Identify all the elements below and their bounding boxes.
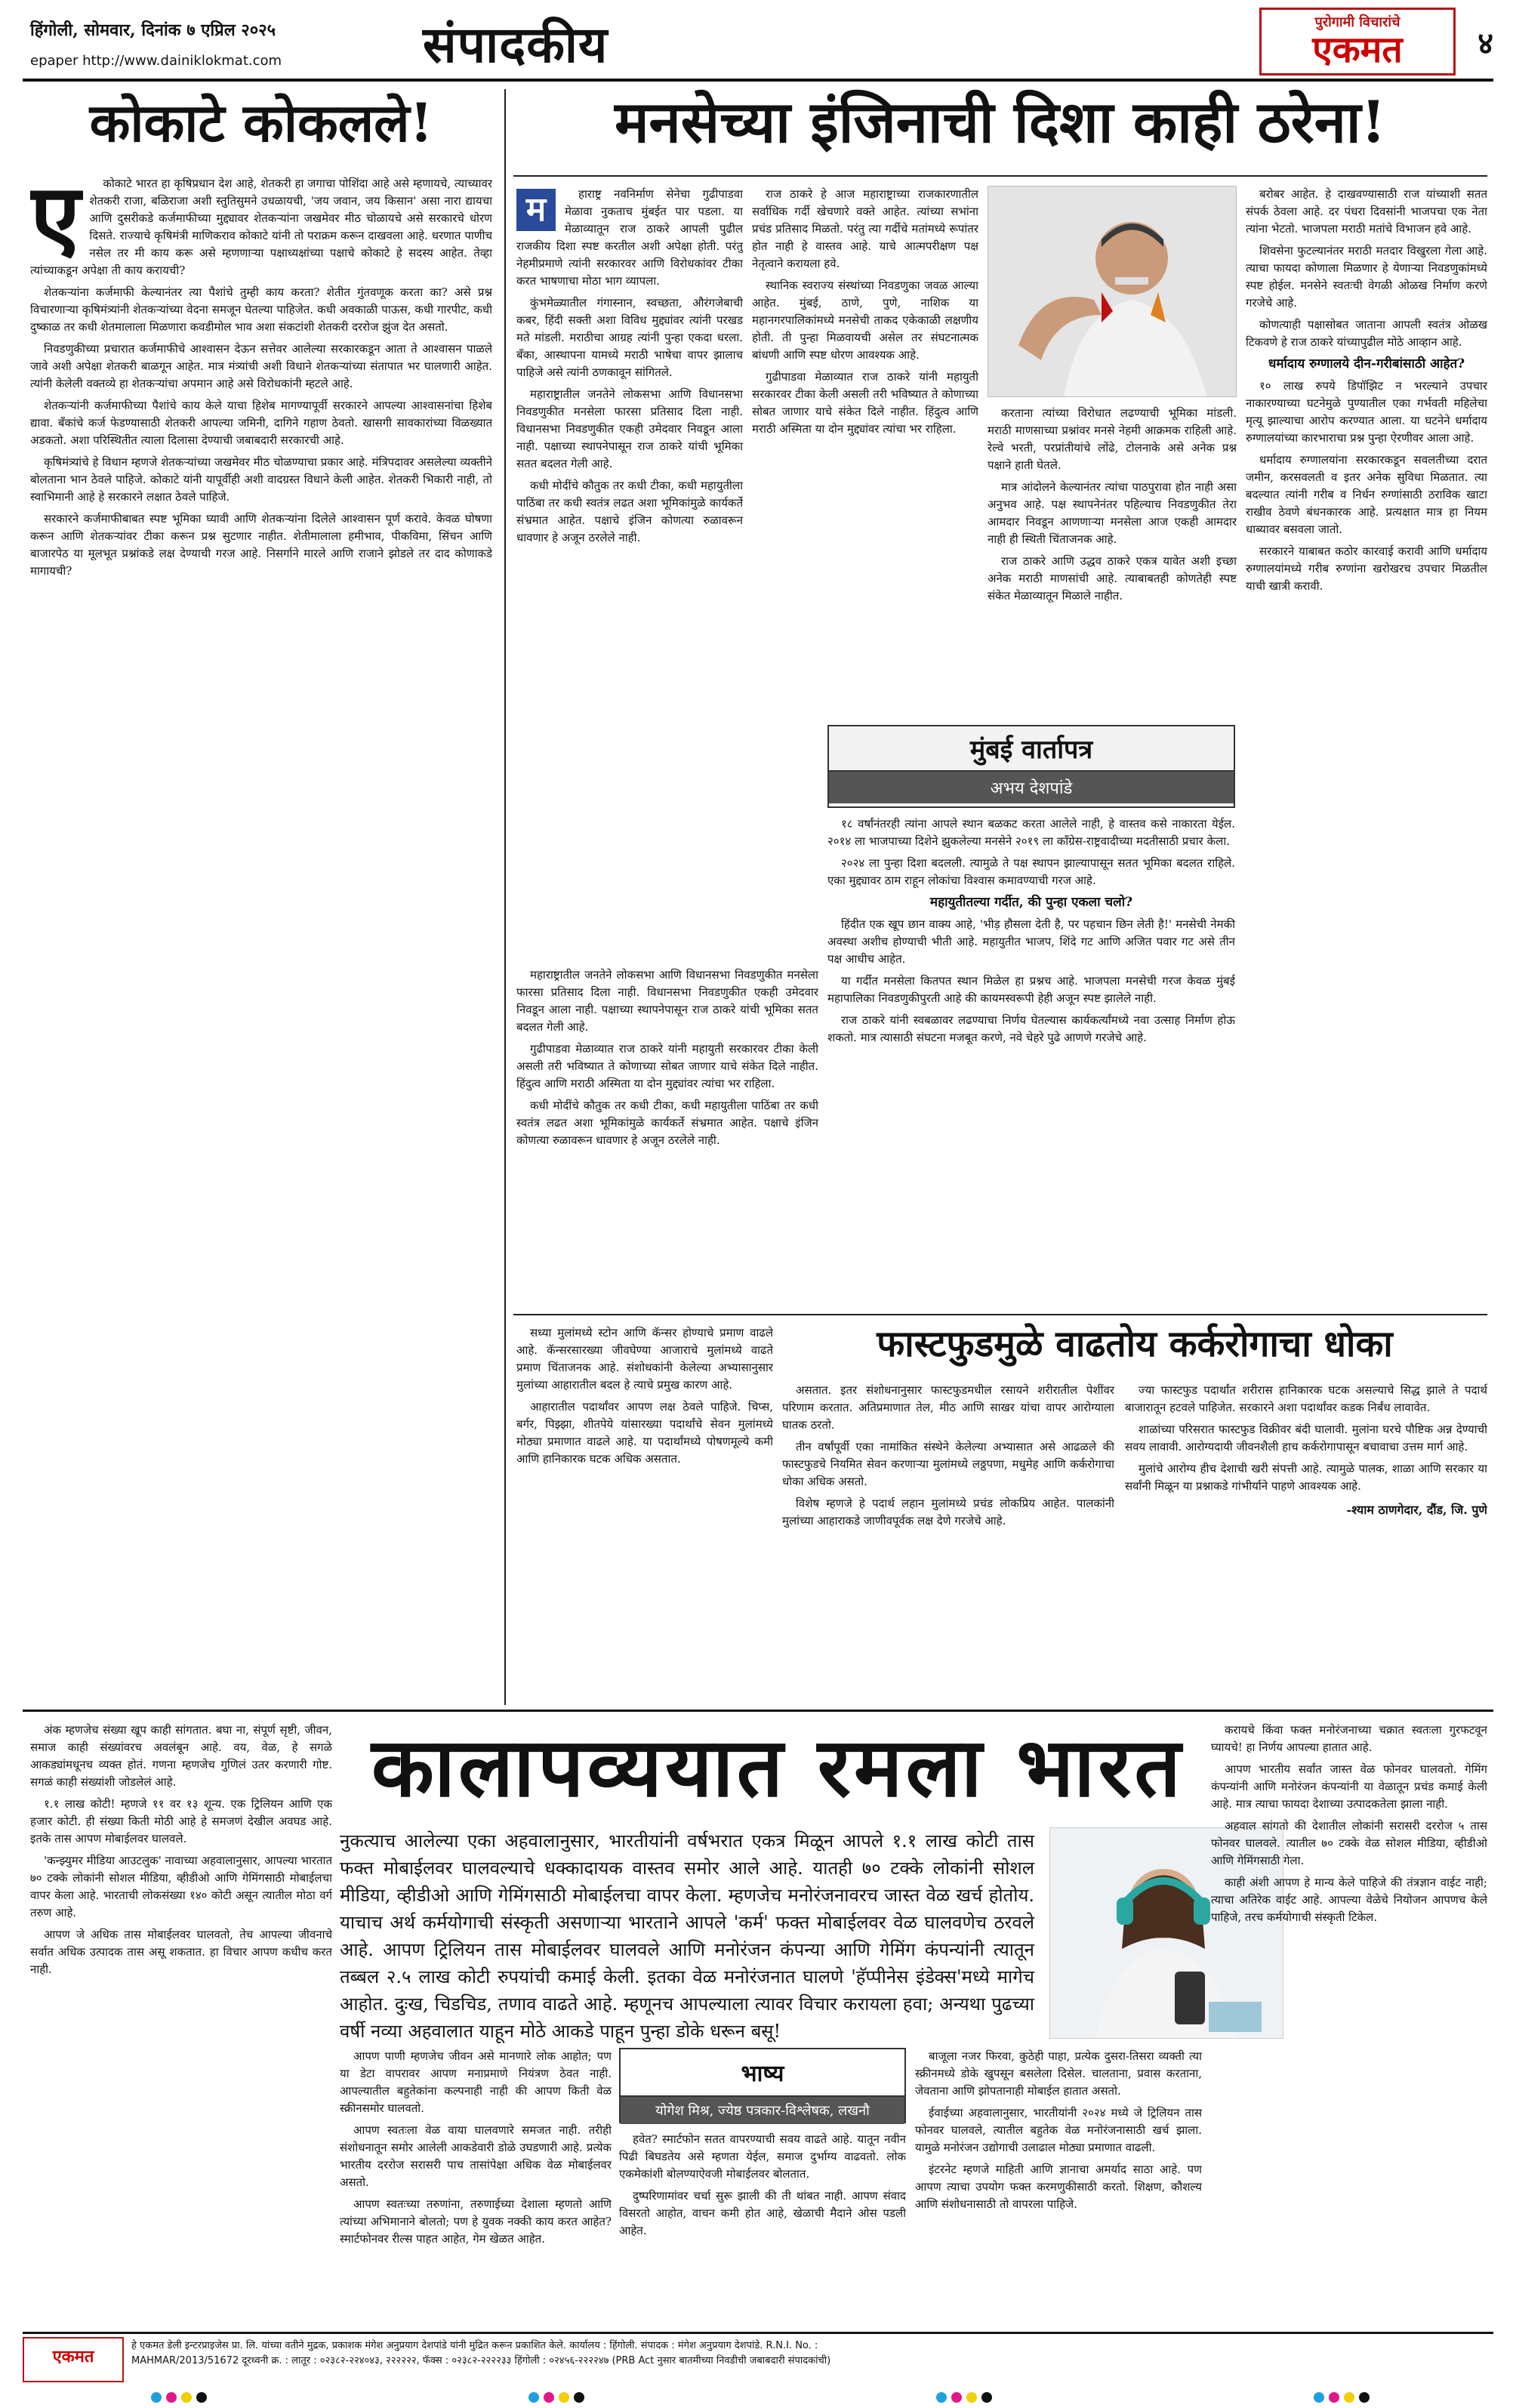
- column-title: मुंबई वार्तापत्र: [829, 726, 1234, 772]
- paragraph: कधी मोदींचे कौतुक तर कधी टीका, कधी महायुतीला पाठिंबा तर कधी स्वतंत्र लढत अशा भूमिकांमुळे कार्यकर्ते संभ्रमात आहेत. पक्षाचे इंजिन कोणत्या रुळावरून धावणार हे अजून ठरलेले नाही.: [516, 479, 743, 544]
- paragraph: गुढीपाडवा मेळाव्यात राज ठाकरे यांनी महायुती सरकारवर टीका केली असली तरी भविष्यात ते कोणाच्या सोबत जाणार याचे संकेत दिले नाहीत. हिंदुत्व आणि मराठी अस्मिता या दोन मुद्द्यांवर त्यांचा भर राहिला.: [752, 370, 978, 436]
- paragraph: या गर्दीत मनसेला कितपत स्थान मिळेल हा प्रश्नच आहे. भाजपला मनसेची गरज केवळ मुंबई महापालिका निवडणुकीपुरती आहे की कायमस्वरूपी हेही अजून स्पष्ट झालेले नाही.: [827, 974, 1235, 1005]
- cyan-dot-icon: [151, 2392, 162, 2403]
- brand-tagline: पुरोगामी विचारांचे: [1314, 14, 1400, 30]
- paragraph: हवेत? स्मार्टफोन सतत वापरण्याची सवय वाढते आहे. यातून नवीन पिढी बिघडतेय असे म्हणता येईल, समाज दुर्भाग्य वाढवतो. लोक एकमेकांशी बोलण्याऐवजी मोबाईलवर बोलतात.: [619, 2132, 906, 2181]
- masthead-left: [30, 14, 393, 74]
- paragraph: बरोबर आहेत. हे दाखवण्यासाठी राज यांच्याशी सतत संपर्क ठेवला आहे. दर पंधरा दिवसांनी भाजपचा एक नेता त्यांना भेटतो. भाजपला मराठी मतांचे विभाजन हवे आहे.: [1246, 187, 1487, 236]
- paragraph: अंक म्हणजेच संख्या खूप काही सांगतात. बघा ना, संपूर्ण सृष्टी, जीवन, समाज काही संख्यांवरच अवलंबून आहे. वय, वेळ, हे सगळे आकड्यांमधूनच व्यक्त होतं. गणना म्हणजेच गुणिलं उतर करणारी गोष्ट. सगळं काही संख्यांशी जोडलेलं आहे.: [30, 1723, 332, 1789]
- paragraph: इंटरनेट म्हणजे माहिती आणि ज्ञानाचा अमर्याद साठा आहे. पण आपण त्याचा उपयोग फक्त करमणुकीसाठी करतो. शिक्षण, कौशल्य आणि संशोधनासाठी तो वापरला पाहिजे.: [915, 2163, 1202, 2211]
- paragraph: सरकारने कर्जमाफीबाबत स्पष्ट भूमिका घ्यावी आणि शेतकऱ्यांना दिलेले आश्वासन पूर्ण करावे. केवळ घोषणा करून आणि शेतकऱ्यांवर टीका करून प्रश्न सुटणार नाहीत. शेतीमालाला हमीभाव, पीकविमा, सिंचन आणि बाजारपेठ या मूलभूत प्रश्नांकडे लक्ष देण्याची गरज आहे. निसर्गाने मारले आणि राजाने झोडले तर दाद कोणाकडे मागायची?: [30, 512, 492, 578]
- paragraph: महाराष्ट्रातील जनतेने लोकसभा आणि विधानसभा निवडणुकीत मनसेला फारसा प्रतिसाद दिला नाही. विधानसभा निवडणुकीत एकही उमेदवार निवडून आला नाही. पक्षाच्या स्थापनेपासून राज ठाकरे यांची भूमिका सतत बदलत गेली आहे.: [516, 968, 818, 1034]
- headline-rule: [513, 175, 1487, 177]
- section-title: संपादकीय: [423, 15, 609, 74]
- subheading-mahayuti: महायुतीतल्या गर्दीत, की पुन्हा एकला चलो?: [929, 895, 1133, 910]
- paragraph: मुलांचे आरोग्य हीच देशाची खरी संपत्ती आहे. त्यामुळे पालक, शाळा आणि सरकार या सर्वांनी मिळून या प्रश्नाकडे गांभीर्याने पाहणे आवश्यक आहे.: [1125, 1462, 1487, 1493]
- paragraph: करायचे किंवा फक्त मनोरंजनाच्या चक्रात स्वतःला गुरफटवून घ्यायचे! हा निर्णय आपल्या हातात आहे.: [1211, 1723, 1487, 1754]
- paragraph: अहवाल सांगतो की देशातील लोकांनी सरासरी दररोज ५ तास फोनवर घालवले. त्यातील ७० टक्के वेळ सोशल मीडिया, व्हीडीओ आणि गेमिंगसाठी गेला.: [1211, 1819, 1487, 1867]
- fold-rule: [23, 1710, 1493, 1712]
- magenta-dot-icon: [1329, 2392, 1339, 2403]
- registration-marks: [0, 2392, 1516, 2404]
- mns-column-4: [1246, 186, 1487, 956]
- column-title-box: [619, 2048, 906, 2123]
- paragraph: राज ठाकरे यांनी स्वबळावर लढण्याचा निर्णय घेतल्यास कार्यकर्त्यांमध्ये नवा उत्साह निर्माण होऊ शकतो. मात्र त्यासाठी संघटना मजबूत करणे, नवे चेहरे पुढे आणणे गरजेचे आहे.: [827, 1013, 1235, 1044]
- paragraph: शेतकऱ्यांना कर्जमाफी केल्यानंतर त्या पैशांचे तुम्ही काय करता? शेतीत गुंतवणूक करता का? असे प्रश्न विचारणाऱ्या कृषिमंत्र्यांनी शेतकऱ्यांच्या वेदना समजून घेतल्या पाहिजेत. कधी अवकाळी पाऊस, कधी गारपीट, कधी दुष्काळ तर कधी शेतमालाला मिळणारा कवडीमोल भाव अशा संकटांशी शेतकरी दररोज झुंज देत असतो.: [30, 285, 492, 334]
- issue-date: हिंगोली, सोमवार, दिनांक ७ एप्रिल २०२५: [30, 20, 276, 40]
- paragraph: शाळांच्या परिसरात फास्टफुड विक्रीवर बंदी घालावी. मुलांना घरचे पौष्टिक अन्न देण्याची सवय लावावी. आरोग्यदायी जीवनशैली हाच कर्करोगापासून बचावाचा उत्तम मार्ग आहे.: [1125, 1423, 1487, 1454]
- paragraph: कोकाटे भारत हा कृषिप्रधान देश आहे, शेतकरी हा जगाचा पोशिंदा आहे असे म्हणायचे, त्याच्यावर शेतकरी राजा, बळिराजा अशी स्तुतिसुमने उधळायची, 'जय जवान, जय किसान' असा नारा द्यायचा आणि दुसरीकडे कर्जमाफीच्या मुद्द्यावर शेतकऱ्यांना जखमेवर मीठ चोळायचे असे सरकारचे धोरण दिसते. राज्याचे कृषिमंत्री माणिकराव कोकाटे यांनी तो पराक्रम करून दाखवला आहे. धरणात पाणीच नसेल तर मी काय करू असे म्हणणाऱ्या पक्षाध्यक्षांच्या पक्षाचे कोकाटे हे सदस्य आहेत. तेव्हा त्यांच्याकडून अपेक्षा ती काय करायची?: [30, 177, 492, 277]
- paragraph: १.१ लाख कोटी! म्हणजे ११ वर १३ शून्य. एक ट्रिलियन आणि एक हजार कोटी. ही संख्या किती मोठी आहे हे समजणं देखील अवघड आहे. इतके तास आपण मोबाईलवर घालवले.: [30, 1797, 332, 1845]
- paragraph: आहारातील पदार्थांवर आपण लक्ष ठेवले पाहिजे. चिप्स, बर्गर, पिझ्झा, शीतपेये यांसारख्या पदार्थांचे सेवन मुलांमध्ये मोठ्या प्रमाणात वाढले आहे. या पदार्थांमध्ये पोषणमूल्ये कमी आणि हानिकारक घटक अधिक असतात.: [516, 1400, 773, 1466]
- kala-column-mid2: [619, 2131, 906, 2327]
- column-author: अभय देशपांडे: [829, 772, 1234, 803]
- paragraph: विशेष म्हणजे हे पदार्थ लहान मुलांमध्ये प्रचंड लोकप्रिय आहेत. पालकांनी मुलांच्या आहाराकडे जाणीवपूर्वक लक्ष देणे गरजेचे आहे.: [782, 1497, 1114, 1528]
- yellow-dot-icon: [559, 2392, 569, 2403]
- black-dot-icon: [981, 2392, 992, 2403]
- epaper-link[interactable]: epaper http://www.dainiklokmat.com: [30, 53, 282, 69]
- paragraph: हाराष्ट्र नवनिर्माण सेनेचा गुढीपाडवा मेळावा नुकताच मुंबईत पार पडला. या मेळाव्यातून राज ठाकरे आपली पुढील राजकीय दिशा स्पष्ट करतील अशी अपेक्षा होती. परंतु नेहमीप्रमाणे त्यांनी सरकारवर आणि विरोधकांवर टीका करत भाषणाचा मोठा भाग व्यापला.: [516, 187, 743, 288]
- paragraph: बाजूला नजर फिरवा, कुठेही पाहा, प्रत्येक दुसरा-तिसरा व्यक्ती त्या स्क्रीनमध्ये डोके खुपसून बसलेला दिसेल. चालताना, प्रवास करताना, जेवताना आणि झोपतानाही मोबाईल हातात असतो.: [915, 2049, 1202, 2098]
- article-headline-mns: मनसेच्या इंजिनाची दिशा काही ठरेना!: [615, 88, 1386, 156]
- brand-name: एकमत: [1312, 29, 1403, 71]
- paragraph: मात्र आंदोलने केल्यानंतर त्यांचा पाठपुरावा होत नाही असा अनुभव आहे. पक्ष स्थापनेनंतर पहिल्याच निवडणुकीत तेरा आमदार निवडून आणणाऱ्या मनसेला आज एकही आमदार नाही ही स्थिती चिंताजनक आहे.: [988, 480, 1237, 546]
- cyan-dot-icon: [936, 2392, 947, 2403]
- dropcap: म: [516, 189, 556, 231]
- cancer-column-left: [516, 1324, 773, 1702]
- magenta-dot-icon: [951, 2392, 962, 2403]
- paragraph: राज ठाकरे आणि उद्धव ठाकरे एकत्र यावेत अशी इच्छा अनेक मराठी माणसांची आहे. त्याबाबतही कोणतेही स्पष्ट संकेत मेळाव्यातून मिळाले नाहीत.: [988, 554, 1237, 603]
- black-dot-icon: [196, 2392, 207, 2403]
- paragraph: कुंभमेळ्यातील गंगास्नान, स्वच्छता, औरंगजेबाची कबर, हिंदी सक्ती अशा विविध मुद्द्यांवर त्यांनी परखड मते मांडली. मराठीचा आग्रह त्यांनी पुन्हा एकदा धरला. बँका, आस्थापना यामध्ये मराठी भाषेचा वापर झालाच पाहिजे असे त्यांनी ठणकावून सांगितले.: [516, 296, 743, 379]
- paragraph: करताना त्यांच्या विरोधात लढण्याची भूमिका मांडली. मराठी माणसाच्या प्रश्नांवर मनसे नेहमी आक्रमक राहिली आहे. रेल्वे भरती, परप्रांतीयांचे लोंढे, टोलनाके असे अनेक प्रश्न पक्षाने हाती घेतले.: [988, 406, 1237, 472]
- editorial-body-kokate: [30, 175, 492, 1700]
- paragraph: शिवसेना फुटल्यानंतर मराठी मतदार विखुरला गेला आहे. त्याचा फायदा कोणाला मिळणार हे येणाऱ्या निवडणुकांमध्ये स्पष्ट होईल. मनसेने स्वतःची वेगळी ओळख निर्माण करणे गरजेचे आहे.: [1246, 244, 1487, 310]
- column-divider: [504, 89, 506, 1705]
- imprint-line: हे एकमत डेली इन्टरप्राइजेस प्रा. लि. यांच्या वतीने मुद्रक, प्रकाशक मंगेश अनुप्रयाग देशपांडे यांनी मुद्रित करून प्रकाशित केले. कार्यालय : हिंगोली. संपादक : मंगेश अनुप्रयाग देशपांडे. R.N.I. No. :: [131, 2340, 818, 2351]
- paragraph: सरकारने याबाबत कठोर कारवाई करावी आणि धर्मादाय रुग्णालयांमध्ये गरीब रुग्णांना खरोखरच उपचार मिळतील याची खात्री करावी.: [1246, 544, 1487, 593]
- cancer-column-right: [1125, 1382, 1487, 1702]
- paragraph: आपण जे अधिक तास मोबाईलवर घालवतो, तेच आपल्या जीवनाचे सर्वात अधिक उत्पादक तास असू शकतात. हा विचार आपण कधीच करत नाही.: [30, 1928, 332, 1976]
- editorial-headline-kokate: कोकाटे कोकलले!: [89, 91, 433, 154]
- paragraph: कोणत्याही पक्षासोबत जाताना आपली स्वतंत्र ओळख टिकवणे हे राज ठाकरे यांच्यापुढील मोठे आव्हान आहे.: [1246, 318, 1487, 349]
- column-title-box: [827, 725, 1235, 808]
- letter-headline-fastfood: फास्टफुडमुळे वाढतोय कर्करोगाचा धोका: [877, 1323, 1393, 1365]
- paragraph: आपण स्वतःच्या तरुणांना, तरुणाईच्या देशाला म्हणतो आणि त्यांच्या अभिमानाने बोलतो; पण हे युवक नक्की काय करत आहेत? स्मार्टफोनवर रील्स पाहत आहेत, गेम खेळत आहेत.: [340, 2197, 612, 2246]
- cyan-dot-icon: [528, 2392, 539, 2403]
- kala-column-right2: [1211, 1722, 1487, 2326]
- paragraph: शेतकऱ्यांनी कर्जमाफीच्या पैशांचे काय केले याचा हिशेब मागण्यापूर्वी सरकारने आपल्या आश्वासनांचा हिशेब द्यावा. बँकांचे कर्ज फेडण्यासाठी शेतकरी आपल्या जमिनी, दागिने गहाण ठेवतो. खासगी सावकारांच्या विळख्यात अडकतो. अशा परिस्थितीत त्याला दिलासा देण्याची जबाबदारी सरकारची आहे.: [30, 399, 492, 447]
- letter-signature: -श्याम ठाणगेदार, दौंड, जि. पुणे: [1346, 1503, 1487, 1517]
- kala-column-mid: [340, 2048, 612, 2327]
- dropcap: ए: [30, 175, 81, 270]
- paragraph: १० लाख रुपये डिपॉझिट न भरल्याने उपचार नाकारण्याच्या घटनेमुळे पुण्यातील एका गर्भवती महिलेचा मृत्यू झाल्याचा आरोप करण्यात आला. या घटनेने धर्मादाय रुग्णालयांच्या कारभाराचा प्रश्न पुन्हा ऐरणीवर आला आहे.: [1246, 379, 1487, 445]
- mns-column-1: [516, 186, 743, 956]
- mumbai-column-body: [827, 816, 1235, 1306]
- paragraph: हिंदीत एक खूप छान वाक्य आहे, 'भीड़ हौसला देती है, पर पहचान छिन लेती है!' मनसेची नेमकी अवस्था अशीच होण्याची भीती आहे. महायुतीत भाजप, शिंदे गट आणि अजित पवार गट असे तीन पक्ष आधीच आहेत.: [827, 917, 1235, 966]
- brand-logo: [1259, 8, 1456, 76]
- yellow-dot-icon: [1344, 2392, 1354, 2403]
- paragraph: असतात. इतर संशोधनानुसार फास्टफुडमधील रसायने शरीरातील पेशींवर परिणाम करतात. अतिप्रमाणात तेल, मीठ आणि साखर यांचा वापर आरोग्याला घातक ठरतो.: [782, 1383, 1114, 1432]
- paragraph: आपण भारतीय सर्वांत जास्त वेळ फोनवर घालवतो. गेमिंग कंपन्यांनी आणि मनोरंजन कंपन्यांनी या वेळातून प्रचंड कमाई केली आहे. मात्र त्याचा फायदा देशाच्या उत्पादकतेला झाला नाही.: [1211, 1762, 1487, 1811]
- paragraph: सध्या मुलांमध्ये स्टोन आणि कॅन्सर होण्याचे प्रमाण वाढले आहे. कॅन्सरसारख्या जीवघेण्या आजाराचे मुलांमध्ये वाढते प्रमाण चिंताजनक आहे. संशोधकांनी केलेल्या अभ्यासानुसार मुलांच्या आहारातील बदल हे त्याचे प्रमुख कारण आहे.: [516, 1326, 773, 1392]
- cyan-dot-icon: [1314, 2392, 1324, 2403]
- mns-column-3: [988, 405, 1237, 722]
- paragraph: १८ वर्षांनंतरही त्यांना आपले स्थान बळकट करता आलेले नाही, हे वास्तव कसे नाकारता येईल. २०१४ ला भाजपाच्या दिशेने झुकलेल्या मनसेने २०१९ ला काँग्रेस-राष्ट्रवादीच्या मदतीसाठी प्रचार केला.: [827, 817, 1235, 848]
- footer-logo: एकमत: [23, 2337, 124, 2382]
- paragraph: आपण स्वतःला वेळ वाया घालवणारे समजत नाही. तरीही संशोधनातून समोर आलेली आकडेवारी डोळे उघडणारी आहे. प्रत्येक भारतीय दररोज सरासरी पाच तासांपेक्षा अधिक वेळ मोबाईलवर असतो.: [340, 2123, 612, 2189]
- magenta-dot-icon: [166, 2392, 177, 2403]
- paragraph: दुष्परिणामांवर चर्चा सुरू झाली की ती थांबत नाही. आपण संवाद विसरतो आहोत, वाचन कमी होत आहे, खेळाची मैदाने ओस पडली आहेत.: [619, 2189, 906, 2237]
- black-dot-icon: [574, 2392, 584, 2403]
- paragraph: ज्या फास्टफुड पदार्थांत शरीरास हानिकारक घटक असल्याचे सिद्ध झाले ते पदार्थ बाजारातून हटवले पाहिजेत. सरकारने अशा पदार्थांवर कडक निर्बंध लावावेत.: [1125, 1383, 1487, 1414]
- section-rule: [513, 1314, 1487, 1315]
- paragraph: स्थानिक स्वराज्य संस्थांच्या निवडणुका जवळ आल्या आहेत. मुंबई, ठाणे, पुणे, नाशिक या महानगरपालिकांमध्ये मनसेची ताकद एकेकाळी लक्षणीय होती. ती पुन्हा मिळवायची असेल तर संघटनात्मक बांधणी आणि स्पष्ट धोरण आवश्यक आहे.: [752, 279, 978, 362]
- paragraph: आपण पाणी म्हणजेच जीवन असे मानणारे लोक आहोत; पण या डेटा वापरावर आपण मनाप्रमाणे नियंत्रण ठेवत नाही. आपल्यातील बहुतेकांना कल्पनाही नाही की आपण किती वेळ स्क्रीनसमोर घालवतो.: [340, 2049, 612, 2115]
- column-author: योगेश मिश्र, ज्येष्ठ पत्रकार-विश्लेषक, लखनौ: [621, 2097, 904, 2124]
- paragraph: गुढीपाडवा मेळाव्यात राज ठाकरे यांनी महायुती सरकारवर टीका केली असली तरी भविष्यात ते कोणाच्या सोबत जाणार याचे संकेत दिले नाहीत. हिंदुत्व आणि मराठी अस्मिता या दोन मुद्द्यांवर त्यांचा भर राहिला.: [516, 1042, 818, 1090]
- yellow-dot-icon: [181, 2392, 192, 2403]
- kala-column-right1: [915, 2048, 1202, 2327]
- article-lead-kalapavyay: नुकत्याच आलेल्या एका अहवालानुसार, भारतीयांनी वर्षभरात एकत्र मिळून आपले १.१ लाख कोटी तास फक्त मोबाईलवर घालवल्याचे धक्कादायक वास्तव समोर आले आहे. यातही ७० टक्के लोकांनी सोशल मीडिया, व्हीडीओ आणि गेमिंगसाठी मोबाईलचा वापर केला. म्हणजेच मनोरंजनावरच जास्त वेळ खर्च होतोय. याचाच अर्थ कर्मयोगाची संस्कृती असणाऱ्या भारताने आपले 'कर्म' फक्त मोबाईलवर वेळ घालवणेच ठरवले आहे. आपण ट्रिलियन तास मोबाईलवर घालवले आणि मनोरंजन कंपन्या आणि गेमिंग कंपन्यांनी त्यातून तब्बल २.५ लाख कोटी रुपयांची कमाई केली. इतका वेळ मनोरंजनात घालणे 'हॅप्पीनेस इंडेक्स'मध्ये मागेच आहोत. दुःख, चिडचिड, तणाव वाढते आहे. म्हणूनच आपल्याला त्यावर विचार करायला हवा; अन्यथा पुढच्या वर्षी नव्या अहवालात याहून मोठे आकडे पाहून पुन्हा डोके धरून बसू!: [340, 1830, 1034, 2042]
- paragraph: निवडणुकीच्या प्रचारात कर्जमाफीचे आश्वासन देऊन सत्तेवर आलेल्या सरकारकडून आता ते आश्वासन पाळले जावे अशी अपेक्षा शेतकरी बाळगून आहेत. मात्र मंत्र्यांची अशी विधाने शेतकऱ्यांच्या संतापात भर घालणारी आहेत. त्यांनी केलेली वक्तव्ये हा शेतकऱ्यांचा अपमान आहे असे विरोधकांनी म्हटले आहे.: [30, 342, 492, 390]
- paragraph: तीन वर्षांपूर्वी एका नामांकित संस्थेने केलेल्या अभ्यासात असे आढळले की फास्टफुडचे नियमित सेवन करणाऱ्या मुलांमध्ये लठ्ठपणा, मधुमेह आणि कर्करोगाचा धोका अधिक असतो.: [782, 1440, 1114, 1488]
- black-dot-icon: [1359, 2392, 1370, 2403]
- header-rule: [23, 79, 1493, 82]
- imprint-footer: [23, 2332, 1493, 2382]
- paragraph: कधी मोदींचे कौतुक तर कधी टीका, कधी महायुतीला पाठिंबा तर कधी स्वतंत्र लढत अशा भूमिकांमुळे कार्यकर्ते संभ्रमात आहेत. पक्षाचे इंजिन कोणत्या रुळावरून धावणार हे अजून ठरलेले नाही.: [516, 1099, 818, 1147]
- paragraph: राज ठाकरे हे आज महाराष्ट्राच्या राजकारणातील सर्वाधिक गर्दी खेचणारे वक्ते आहेत. त्यांच्या सभांना प्रचंड प्रतिसाद मिळतो. परंतु त्या गर्दीचे मतांमध्ये रूपांतर होत नाही हे वास्तव आहे. याचे आत्मपरीक्षण पक्ष नेतृत्वाने करायला हवे.: [752, 187, 978, 270]
- page-number: ४: [1477, 26, 1493, 61]
- subheading-charity-hospitals: धर्मादाय रुग्णालये दीन-गरीबांसाठी आहेत?: [1268, 356, 1465, 372]
- paragraph: 'कन्झ्युमर मीडिया आउटलुक' नावाच्या अहवालानुसार, आपल्या भारतात ७० टक्के लोकांनी सोशल मीडिया, व्हीडीओ आणि गेमिंगसाठी मोबाईलचा वापर केला आहे. भारताची लोकसंख्या १४० कोटी असून त्यातील मोठा वर्ग तरुण आहे.: [30, 1854, 332, 1919]
- paragraph: काही अंशी आपण हे मान्य केले पाहिजे की तंत्रज्ञान वाईट नाही; त्याचा अतिरेक वाईट आहे. आपल्या वेळेचे नियोजन आपणच केले पाहिजे, तरच कर्मयोगाची संस्कृती टिकेल.: [1211, 1876, 1487, 1924]
- paragraph: धर्मादाय रुग्णालयांना सरकारकडून सवलतीच्या दरात जमीन, करसवलती व इतर अनेक सुविधा मिळतात. त्या बदल्यात त्यांनी गरीब व निर्धन रुग्णांसाठी ठराविक खाटा राखीव ठेवणे बंधनकारक आहे. प्रत्यक्षात मात्र हा नियम धाब्यावर बसवला जातो.: [1246, 453, 1487, 536]
- paragraph: महाराष्ट्रातील जनतेने लोकसभा आणि विधानसभा निवडणुकीत मनसेला फारसा प्रतिसाद दिला नाही. विधानसभा निवडणुकीत एकही उमेदवार निवडून आला नाही. पक्षाच्या स्थापनेपासून राज ठाकरे यांची भूमिका सतत बदलत गेली आहे.: [516, 387, 743, 470]
- imprint-line: MAHMAR/2013/51672 दूरध्वनी क्र. : लातूर : ०२३८२-२२४०४३, २२२२२२, फॅक्स : ०२३८२-२२२२३३ हिंगोली : ०२४५६-२२२२४७ (PRB Act नुसार बातमीच्या निवडीची जबाबदारी संपादकांची): [131, 2355, 831, 2366]
- cancer-column-mid: [782, 1382, 1114, 1702]
- paragraph: २०२४ ला पुन्हा दिशा बदलली. त्यामुळे ते पक्ष स्थापन झाल्यापासून सतत भूमिका बदलत राहिले. एका मुद्द्यावर ठाम राहून लोकांचा विश्वास कमावण्याची गरज आहे.: [827, 856, 1235, 887]
- mns-column-2b: [516, 967, 818, 1306]
- paragraph: कृषिमंत्र्यांचे हे विधान म्हणजे शेतकऱ्यांच्या जखमेवर मीठ चोळण्याचा प्रकार आहे. मंत्रिपदावर असलेल्या व्यक्तीने बोलताना भान ठेवले पाहिजे. कोकाटे यांनी यापूर्वीही अशी वादग्रस्त विधाने केली आहेत. शेतकरी भिकारी नाही, तो स्वाभिमानी आहे हे सरकारने लक्षात ठेवले पाहिजे.: [30, 455, 492, 504]
- kala-column-left: [30, 1722, 332, 2326]
- paragraph: ईवाईच्या अहवालानुसार, भारतीयांनी २०२४ मध्ये जे ट्रिलियन तास फोनवर घालवले, त्यातील बहुतेक वेळ मनोरंजनासाठी खर्च झाला. यामुळे मनोरंजन उद्योगाची उलाढाल मोठ्या प्रमाणात वाढली.: [915, 2106, 1202, 2154]
- raj-thackeray-photo: [988, 186, 1237, 397]
- column-title: भाष्य: [621, 2049, 904, 2097]
- article-headline-kalapavyay: कालापव्ययात रमला भारत: [371, 1720, 1184, 1815]
- magenta-dot-icon: [544, 2392, 554, 2403]
- photo-illustration: [988, 187, 1237, 397]
- yellow-dot-icon: [966, 2392, 977, 2403]
